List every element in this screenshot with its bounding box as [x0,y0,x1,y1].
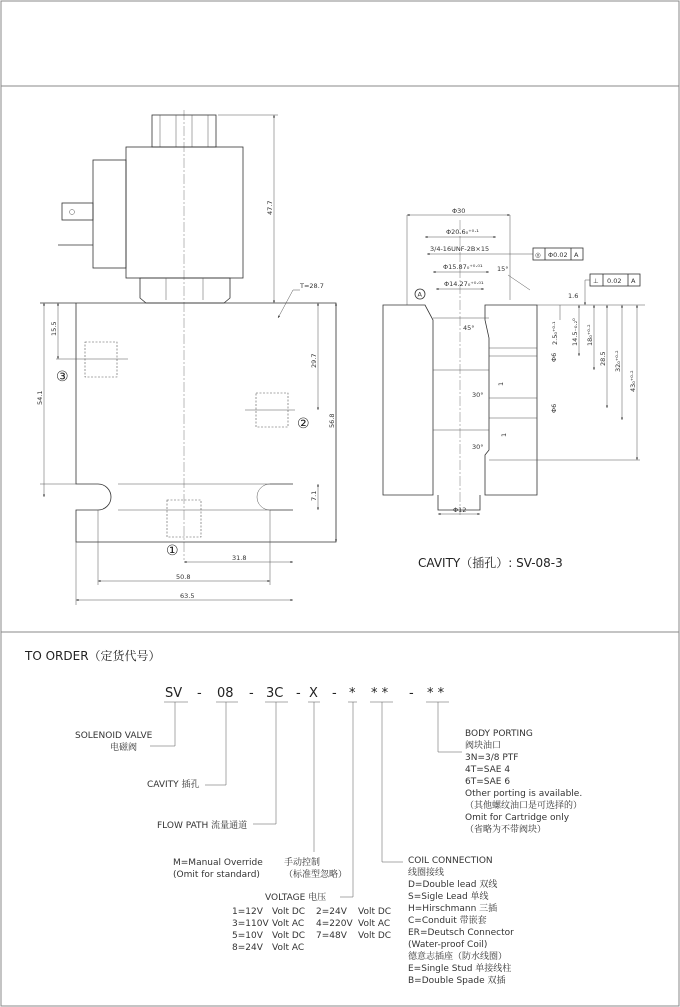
dim-thickness: T=28.7 [300,282,324,290]
coil-option: (Water-proof Coil) [408,940,488,950]
code-sep: - [197,686,202,701]
voltage-type: Volt DC [272,931,306,941]
manual-override-label: M=Manual Override [173,858,263,868]
flow-path-label: FLOW PATH 流量通道 [157,821,248,831]
bottom-nut [140,278,230,303]
porting-option: （其他螺纹油口是可选择的） [465,801,583,811]
porting-option: 6T=SAE 6 [465,777,511,787]
dim-d20: Φ20.6₀⁺⁰·¹ [446,228,479,236]
coil-connection-title-cn: 线圈接线 [408,868,445,878]
coil-connection [408,856,514,986]
perp-value: 0.02 [607,277,622,285]
dim-14-5: 14.5₋₀.₂⁰ [571,318,579,346]
dim-slot-left: 54.1 [36,390,44,405]
voltage-option: 7=48V [316,931,347,941]
code-override: X [309,686,318,701]
code-sep: - [296,686,301,701]
concentricity-datum: A [574,251,579,259]
code-sep: - [332,686,337,701]
voltage-type: Volt DC [358,931,392,941]
cavity-caption: CAVITY（插孔）: SV-08-3 [418,556,563,570]
dim-1b: 1 [500,432,508,437]
dim-d1427: Φ14.27₀⁺⁰·⁰¹ [444,280,484,288]
dim-1a: 1 [497,381,505,386]
voltage-option: 8=24V [232,943,263,953]
perp-symbol: ⊥ [593,277,599,285]
concentricity-symbol: ◎ [535,251,541,259]
dim-angle30a: 30° [472,391,484,399]
dim-43: 43₀⁺⁰·² [629,370,637,392]
omit-standard-label: (Omit for standard) [173,870,260,880]
voltage-option: 4=220V [316,919,353,929]
voltage-type: Volt AC [272,919,305,929]
code-voltage: * [349,686,356,701]
porting-option: 3N=3/8 PTF [465,753,519,763]
dim-d30: Φ30 [452,207,466,215]
concentricity-value: Φ0.02 [548,251,568,259]
dim-slot-spacing: 50.8 [176,573,191,581]
code-coil: * * [371,686,389,701]
dim-d1587: Φ15.87₀⁺⁰·⁰¹ [443,263,483,271]
porting-option: Other porting is available. [465,789,583,799]
body-porting-title: BODY PORTING [465,729,533,739]
voltage-option: 2=24V [316,907,347,917]
code-flow-path: 3C [266,686,284,701]
datum-a-label: A [417,290,422,299]
code-porting: * * [427,686,445,701]
coil-option: E=Single Stud 单接线柱 [408,964,512,974]
dim-d6b: Φ6 [550,403,558,413]
code-sv: SV [165,686,183,701]
dim-angle15: 15° [497,265,509,273]
dim-thread: 3/4-16UNF-2B×15 [430,245,490,253]
porting-option: 4T=SAE 4 [465,765,511,775]
dim-coil-height: 47.7 [266,200,274,215]
coil-connector [93,160,126,268]
coil-option: C=Conduit 带嵌套 [408,916,487,926]
voltage-type: Volt AC [272,943,305,953]
roughness: 1.6 [568,292,579,300]
dim-port2-depth: 29.7 [310,353,318,368]
order-section [24,648,582,986]
spade-terminal [62,203,93,220]
page-frame [1,1,679,1006]
coil-option: D=Double lead 双线 [408,880,498,890]
coil [126,147,243,278]
valve-body [40,303,336,542]
code-cavity: 08 [217,686,234,701]
body-porting-title-cn: 阀块油口 [465,741,502,751]
coil-option: 德意志插座（防水线圈） [408,952,508,962]
solenoid-valve-label-cn: 电磁阀 [110,743,138,753]
dim-18: 18₀⁺⁰·² [586,324,594,346]
dim-total-height: 56.8 [328,413,336,428]
dim-d12: Φ12 [453,506,467,514]
coil-option: S=Sigle Lead 单线 [408,892,489,902]
port-1-label: ① [166,543,179,559]
dim-32: 32₀⁺⁰·² [614,350,622,372]
omit-standard-label-cn: （标准型忽略） [284,870,348,880]
dim-width: 63.5 [180,592,195,600]
voltage-label: VOLTAGE 电压 [265,893,327,903]
body-porting [465,729,582,835]
dim-2-5: 2.5₀⁺⁰·¹ [551,321,559,345]
voltage-options [232,907,391,953]
coil-option: B=Double Spade 双插 [408,976,506,986]
solenoid-valve-label: SOLENOID VALVE [75,731,153,741]
voltage-type: Volt DC [358,907,392,917]
voltage-option: 5=10V [232,931,263,941]
voltage-type: Volt DC [272,907,306,917]
dim-angle45: 45° [463,324,475,332]
order-code [164,686,449,702]
perp-datum: A [631,277,636,285]
cavity-drawing [383,207,645,570]
dim-slot: 7.1 [310,490,318,501]
voltage-option: 3=110V [232,919,269,929]
port-3-hidden [85,342,117,377]
porting-option: （省略为不带阀块） [465,825,547,835]
port-2-label: ② [297,416,310,432]
concentricity-tolerance [533,248,583,260]
port-3-label: ③ [56,369,69,385]
code-sep: - [409,686,414,701]
dim-angle30b: 30° [472,443,484,451]
voltage-option: 1=12V [232,907,263,917]
cavity-label: CAVITY 插孔 [147,780,200,790]
dim-d6a: Φ6 [550,352,558,362]
coil-option: ER=Deutsch Connector [408,928,514,938]
dim-28-5: 28.5 [599,351,607,366]
voltage-type: Volt AC [358,919,391,929]
coil-connection-title: COIL CONNECTION [408,856,493,866]
coil-option: H=Hirschmann 三插 [408,904,498,914]
porting-option: Omit for Cartridge only [465,813,570,823]
code-sep: - [249,686,254,701]
dim-port3-depth: 15.5 [50,321,58,336]
perpendicularity-tolerance [585,274,640,305]
order-title: TO ORDER（定货代号） [25,649,161,663]
manual-override-label-cn: 手动控制 [284,858,321,868]
valve-drawing [36,110,336,605]
dim-port1-offset: 31.8 [232,554,247,562]
